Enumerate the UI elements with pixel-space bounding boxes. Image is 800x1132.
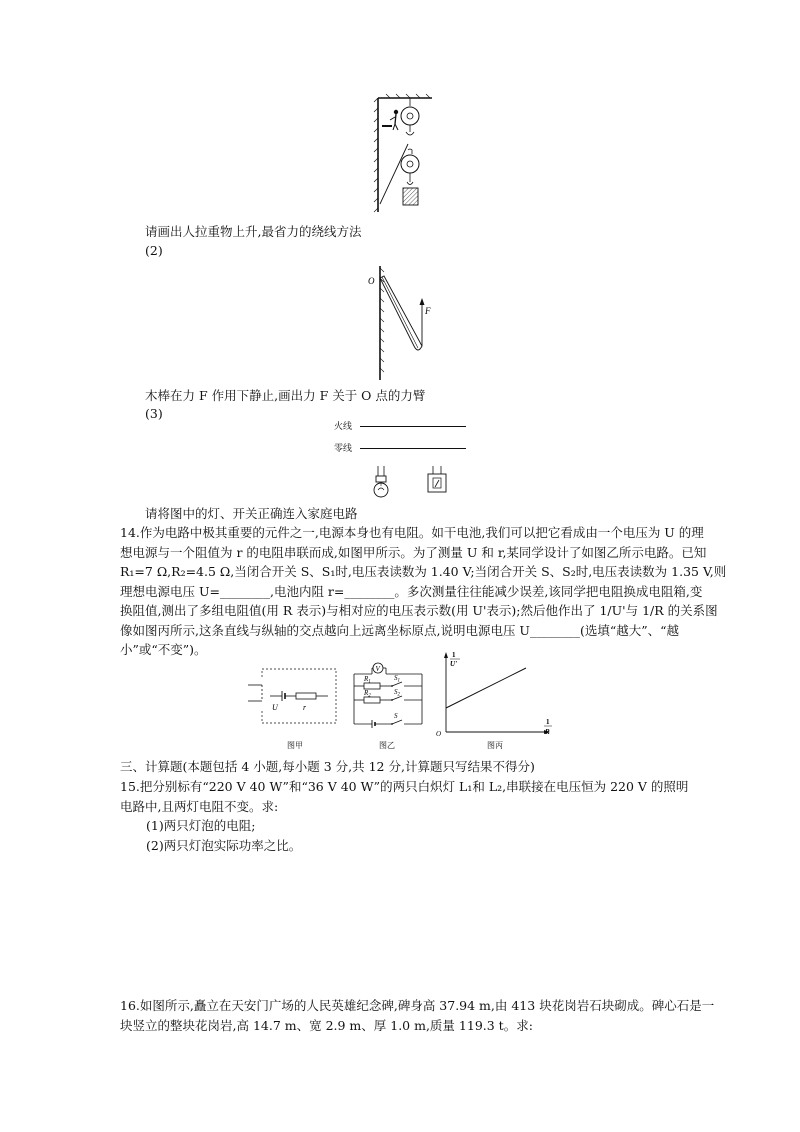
figure-yi xyxy=(350,660,430,728)
pivot-o-label: O xyxy=(368,276,375,286)
q15-sub-2: (2)两只灯泡实际功率之比。 xyxy=(146,837,302,853)
q14-line: 换阻值,测出了多组电阻值(用 R 表示)与相对应的电压表示数(用 U'表示);然后他作出了 1/U'与 1/R 的关系图 xyxy=(120,603,718,618)
lever-caption: 木棒在力 F 作用下静止,画出力 F 关于 O 点的力臂 xyxy=(145,388,426,403)
x-axis-num: 1 xyxy=(546,718,550,726)
q15-sub-1: (1)两只灯泡的电阻; xyxy=(146,818,256,833)
lamp-icon xyxy=(370,466,392,500)
figure-bing xyxy=(428,648,558,740)
voltmeter-label: V xyxy=(375,665,380,673)
figure-yi-caption: 图乙 xyxy=(379,741,395,750)
jia-u-label: U xyxy=(272,703,278,712)
figure-jia-caption: 图甲 xyxy=(287,741,303,750)
pulley-caption: 请画出人拉重物上升,最省力的绕线方法 xyxy=(145,224,362,239)
q14-line: 理想电源电压 U=________,电池内阻 r=________。多次测量往往能减少误差,该同学把电阻换成电阻箱,变 xyxy=(120,583,703,599)
jia-r-label: r xyxy=(303,703,307,712)
q15-line: 电路中,且两灯电阻不变。求: xyxy=(120,798,279,814)
s2-label: $S_2$ xyxy=(394,688,400,698)
q16-line: 块竖立的整块花岗岩,高 14.7 m、宽 2.9 m、厚 1.0 m,质量 119.3 t。求: xyxy=(120,1017,533,1033)
lever-figure xyxy=(360,262,440,382)
y-axis-num: 1 xyxy=(452,651,456,659)
question-14 xyxy=(120,523,726,660)
q16-line: 16.如图所示,矗立在天安门广场的人民英雄纪念碑,碑身高 37.94 m,由 413 块花岗岩石块砌成。碑心石是一 xyxy=(120,998,715,1013)
q15-line: 15.把分别标有“220 V 40 W”和“36 V 40 W”的两只白炽灯 L₁和 L₂,串联接在电压恒为 220 V 的照明 xyxy=(120,779,689,794)
switch-icon xyxy=(425,466,449,496)
figure-bing-caption: 图丙 xyxy=(487,741,503,750)
q14-line: R₁=7 Ω,R₂=4.5 Ω,当闭合开关 S、S₁时,电压表读数为 1.40 V;当闭合开关 S、S₂时,电压表读数为 1.35 V,则 xyxy=(120,564,727,579)
s-label: S xyxy=(394,712,398,720)
pulley-figure xyxy=(360,92,440,216)
r2-label: $R_2$ xyxy=(364,689,371,699)
figure-jia xyxy=(248,665,340,740)
q14-line: 小”或“不变”)。 xyxy=(120,642,207,657)
question-15 xyxy=(120,777,688,855)
q14-line: 像如图丙所示,这条直线与纵轴的交点越向上远离坐标原点,说明电源电压 U________(选填“越大”、“越 xyxy=(120,622,680,638)
item-3-label: (3) xyxy=(145,406,163,421)
s1-label: $S_1$ xyxy=(394,674,400,684)
r1-label: $R_1$ xyxy=(364,675,371,685)
neutral-wire xyxy=(360,448,466,449)
q14-line: 14.作为电路中极其重要的元件之一,电源本身也有电阻。如干电池,我们可以把它看成由一个电压为 U 的理 xyxy=(120,525,704,540)
item-2-label: (2) xyxy=(145,243,163,258)
neutral-wire-label: 零线 xyxy=(334,444,353,454)
force-f-label: F xyxy=(425,306,431,316)
live-wire xyxy=(360,426,466,427)
origin-label: O xyxy=(436,730,442,738)
y-axis-den: U' xyxy=(450,660,457,668)
q14-line: 想电源与一个阻值为 r 的电阻串联而成,如图甲所示。为了测量 U 和 r,某同学设计了如图乙所示电路。已知 xyxy=(120,544,707,560)
circuit-caption: 请将图中的灯、开关正确连入家庭电路 xyxy=(145,506,358,521)
x-axis-den: R xyxy=(545,728,550,736)
live-wire-label: 火线 xyxy=(334,422,353,432)
question-16 xyxy=(120,996,714,1035)
section-3-title: 三、计算题(本题包括 4 小题,每小题 3 分,共 12 分,计算题只写结果不得分) xyxy=(120,759,535,774)
